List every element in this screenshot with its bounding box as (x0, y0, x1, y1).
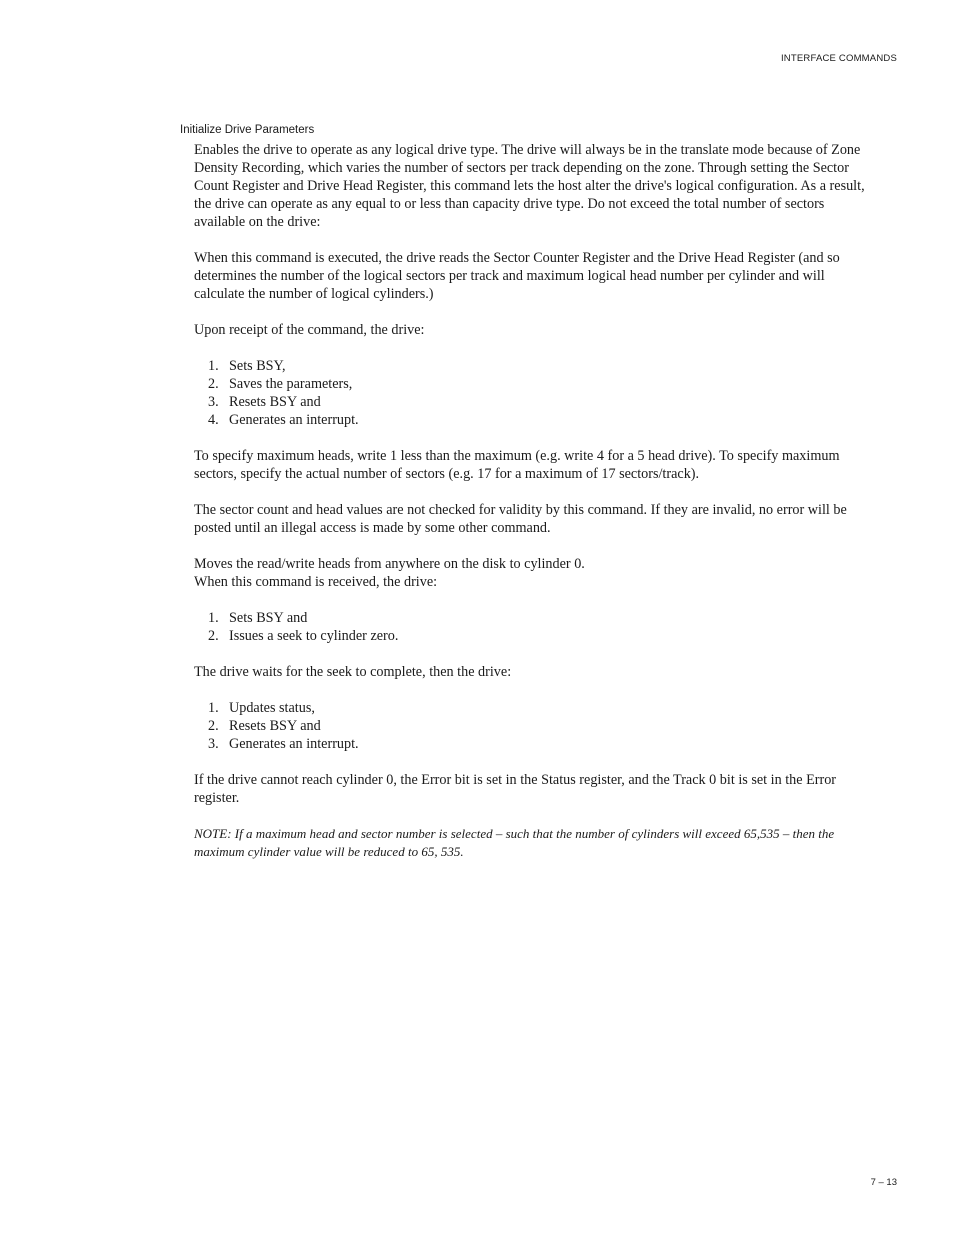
list-item-text: Sets BSY, (229, 358, 286, 374)
list-item (194, 393, 868, 411)
paragraph-validity: The sector count and head values are not checked for validity by this command. If they are invalid, no error will be posted until an illegal access is made by some other command. (194, 502, 847, 536)
list-item-text: Generates an interrupt. (229, 736, 359, 752)
list-item (194, 735, 868, 753)
list-receipt-steps (194, 357, 868, 429)
list-item-text: Saves the parameters, (229, 376, 353, 392)
paragraph-intro: Enables the drive to operate as any logical drive type. The drive will always be in the translate mode because of Zone Density Recording, which varies the number of sectors per track depending on the zone. Through setting the Sector Count Register and Drive Head Register, this command lets the host alter the drive's logical configuration. As a result, the drive can operate as any equal to or less than capacity drive type. Do not exceed the total number of sectors available on the drive: (194, 142, 865, 230)
list-item-number: 3. (208, 736, 219, 752)
section-title: Initialize Drive Parameters (180, 124, 315, 136)
list-item-text: Resets BSY and (229, 394, 321, 410)
paragraph-max-heads: To specify maximum heads, write 1 less than the maximum (e.g. write 4 for a 5 head drive). To specify maximum sectors, specify the actual number of sectors (e.g. 17 for a maximum of 17 sectors/track). (194, 448, 840, 482)
list-item-text: Sets BSY and (229, 610, 308, 626)
list-item-number: 4. (208, 412, 219, 428)
paragraph-received: When this command is received, the drive: (194, 574, 438, 590)
paragraph-error: If the drive cannot reach cylinder 0, the Error bit is set in the Status register, and the Track 0 bit is set in the Error register. (194, 772, 837, 806)
running-header: INTERFACE COMMANDS (780, 53, 897, 64)
list-complete-steps (194, 699, 868, 753)
list-item (194, 609, 868, 627)
list-item-number: 1. (208, 700, 219, 716)
list-item (194, 375, 868, 393)
list-item (194, 627, 868, 645)
list-item-number: 2. (208, 628, 219, 644)
list-item-number: 1. (208, 610, 219, 626)
body-text (194, 141, 868, 879)
list-item (194, 411, 868, 429)
list-item-text: Generates an interrupt. (229, 412, 359, 428)
list-item-number: 3. (208, 394, 219, 410)
list-item (194, 357, 868, 375)
note: NOTE: If a maximum head and sector number is selected – such that the number of cylinders will exceed 65,535 – then the maximum cylinder value will be reduced to 65, 535. (194, 826, 835, 859)
list-item-text: Issues a seek to cylinder zero. (229, 628, 399, 644)
list-item (194, 699, 868, 717)
list-item-number: 1. (208, 358, 219, 374)
list-seek-steps (194, 609, 868, 645)
page-number: 7 – 13 (870, 1177, 897, 1188)
paragraph-seek-complete: The drive waits for the seek to complete, then the drive: (194, 664, 512, 680)
paragraph-execution: When this command is executed, the drive reads the Sector Counter Register and the Drive Head Register (and so determines the number of the logical sectors per track and maximum logical head number per cylinder and will calculate the number of logical cylinders.) (194, 250, 840, 302)
list-item-number: 2. (208, 376, 219, 392)
paragraph-receipt: Upon receipt of the command, the drive: (194, 322, 425, 338)
list-item (194, 717, 868, 735)
list-item-number: 2. (208, 718, 219, 734)
paragraph-recalibrate: Moves the read/write heads from anywhere on the disk to cylinder 0. (194, 556, 585, 572)
list-item-text: Resets BSY and (229, 718, 321, 734)
list-item-text: Updates status, (229, 700, 315, 716)
